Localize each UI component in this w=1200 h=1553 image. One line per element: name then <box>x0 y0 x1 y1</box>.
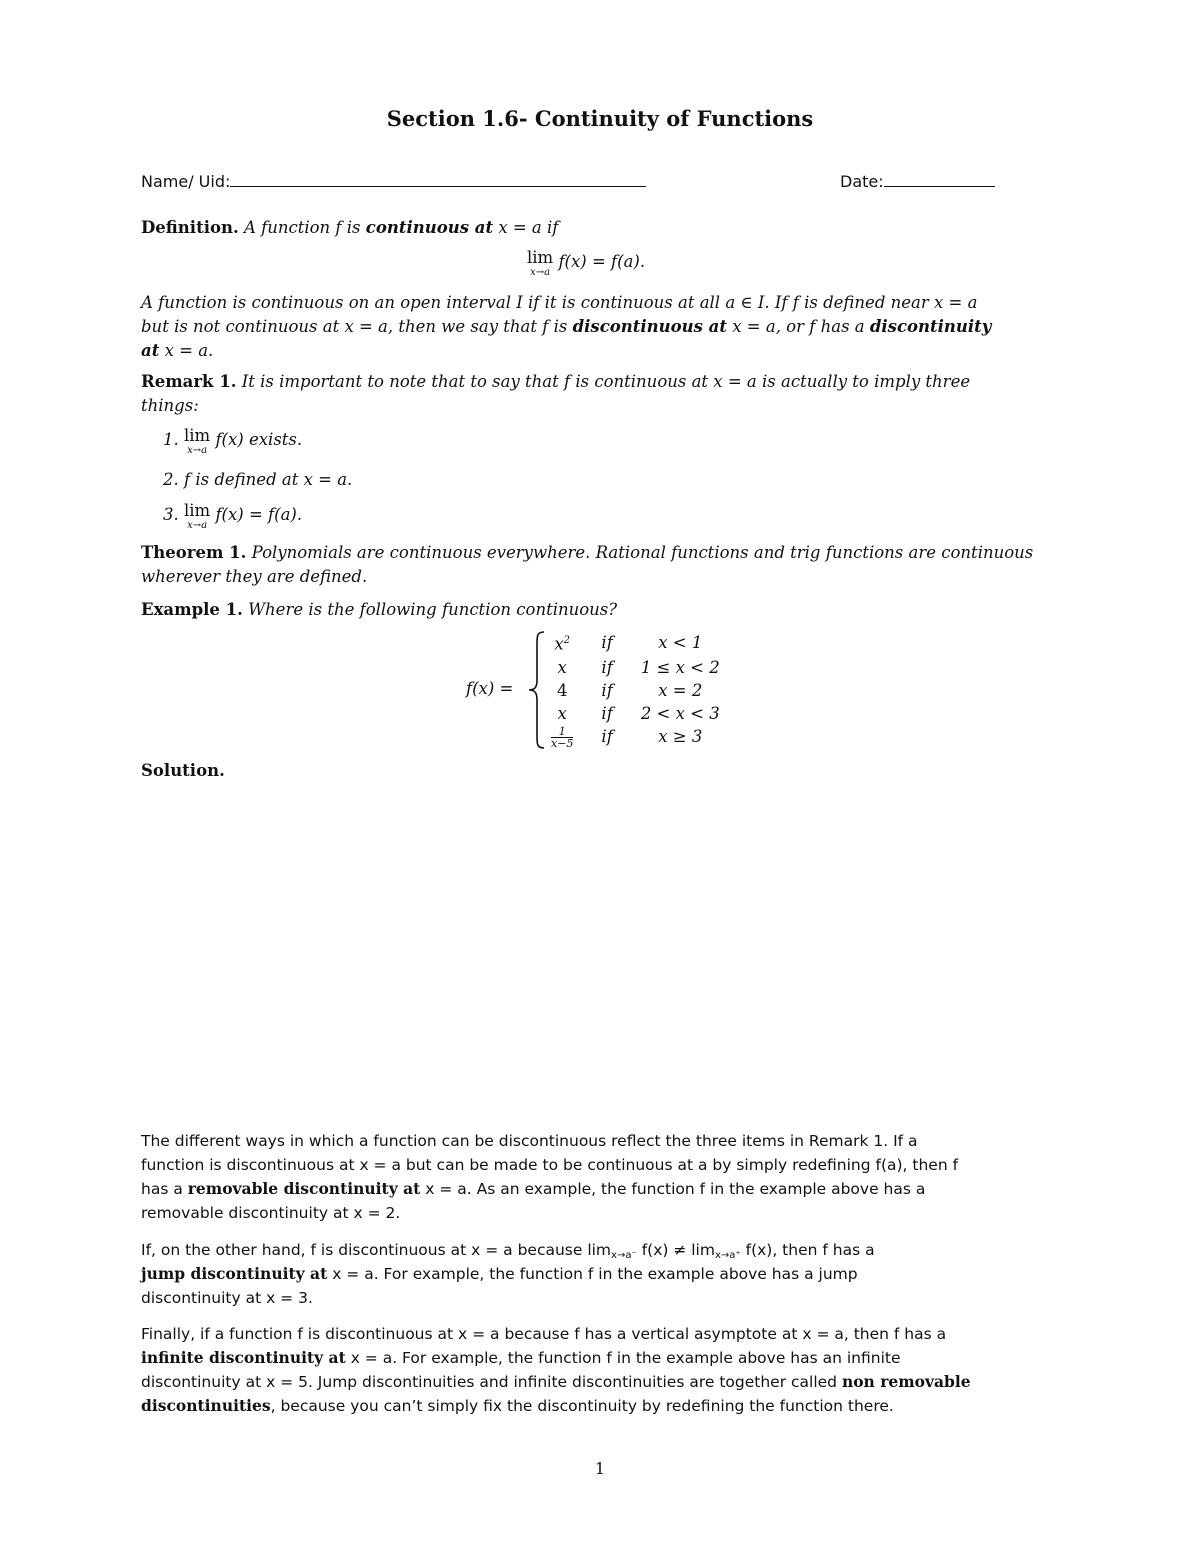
infinite-line2: infinite discontinuity at x = a. For example, the function f in the example above has an infinite <box>141 1348 901 1367</box>
theorem-line1: Theorem 1. Polynomials are continuous everywhere. Rational functions and trig functions are continuous <box>141 543 1034 562</box>
definition-paragraph-line1: A function is continuous on an open interval I if it is continuous at all a ∈ I. If f is defined near x = a <box>141 293 978 312</box>
date-blank[interactable] <box>884 172 995 187</box>
remark-label: Remark 1. <box>141 372 237 391</box>
discontinuous-term: discontinuous at <box>572 317 727 336</box>
removable-line3: has a removable discontinuity at x = a. As an example, the function f in the example above has a <box>141 1179 926 1198</box>
case-row: x if 1 ≤ x < 2 <box>557 657 720 677</box>
definition-paragraph-line3: at x = a. <box>141 341 214 360</box>
infinite-line1: Finally, if a function f is discontinuous at x = a because f has a vertical asymptote at x = a, then f has a <box>141 1325 947 1343</box>
remark-item-1: 1. lim x→a f(x) exists. <box>163 426 303 456</box>
remark-line2: things: <box>141 396 199 415</box>
case-row: 4 if x = 2 <box>556 680 703 700</box>
definition-equation <box>527 250 645 278</box>
remark-line1: Remark 1. It is important to note that to say that f is continuous at x = a is actually to imply three <box>141 372 971 391</box>
example-line: Example 1. Where is the following function continuous? <box>141 600 618 619</box>
piecewise-lhs: f(x) = <box>466 679 514 698</box>
definition-line <box>141 216 558 240</box>
fraction: $\frac{1}{x-5}$ <box>551 724 574 750</box>
definition-term: continuous at <box>365 218 494 237</box>
infinite-line4: discontinuities, because you can’t simply fix the discontinuity by redefining the function there. <box>141 1396 894 1415</box>
removable-line1: The different ways in which a function can be discontinuous reflect the three items in Remark 1. If a <box>141 1132 918 1150</box>
jump-term: jump discontinuity at <box>141 1264 328 1283</box>
definition-equation-text: f(x) = f(a). <box>558 252 646 271</box>
name-uid-label: Name/ Uid: <box>141 172 231 191</box>
remark-item-2: 2. f is defined at x = a. <box>163 470 353 489</box>
discontinuities-term: discontinuities <box>141 1396 271 1415</box>
infinite-term: infinite discontinuity at <box>141 1348 346 1367</box>
removable-line4: removable discontinuity at x = 2. <box>141 1204 401 1222</box>
removable-term: removable discontinuity at <box>187 1179 421 1198</box>
solution-work-area[interactable] <box>141 790 1061 1120</box>
definition-tail: x = a if <box>498 218 559 237</box>
jump-line1: If, on the other hand, f is discontinuous at x = a because $\lim_{x\to a^-} f(x) \ne \lim_{x\to a^+} f(x)$, then f has a <box>141 1241 875 1261</box>
jump-line3: discontinuity at x = 3. <box>141 1289 313 1307</box>
case-row: $x^2$ if x < 1 <box>554 632 703 654</box>
date-label: Date: <box>840 172 884 191</box>
infinite-line3: discontinuity at x = 5. Jump discontinuities and infinite discontinuities are together called non removable <box>141 1372 971 1391</box>
definition-intro: A function f is <box>243 218 361 237</box>
page-title: Section 1.6- Continuity of Functions <box>386 106 814 131</box>
piecewise-cases <box>537 629 734 749</box>
name-uid-blank[interactable] <box>230 172 646 187</box>
definition-label: Definition. <box>141 218 239 237</box>
case-row: x if 2 < x < 3 <box>557 703 720 723</box>
case-row: $\frac{1}{x-5}$ if x ≥ 3 <box>551 724 703 750</box>
date-field[interactable] <box>840 170 995 194</box>
jump-line2: jump discontinuity at x = a. For example, the function f in the example above has a jump <box>141 1264 858 1283</box>
example-label: Example 1. <box>141 600 243 619</box>
page-number: 1 <box>594 1459 606 1478</box>
discontinuity-term: discontinuity <box>869 317 992 336</box>
name-uid-field[interactable] <box>141 170 646 194</box>
solution-label: Solution. <box>141 761 225 780</box>
remark-item-3: 3. lim x→a f(x) = f(a). <box>163 501 303 531</box>
definition-paragraph-line2: but is not continuous at x = a, then we say that f is discontinuous at x = a, or f has a discontinuity <box>141 317 992 336</box>
limit-operator: lim x→a <box>527 248 554 278</box>
non-removable-term: non removable <box>841 1372 971 1391</box>
theorem-line2: wherever they are defined. <box>141 567 368 586</box>
removable-line2: function is discontinuous at x = a but can be made to be continuous at a by simply redefining f(a), then f <box>141 1156 959 1174</box>
theorem-label: Theorem 1. <box>141 543 247 562</box>
